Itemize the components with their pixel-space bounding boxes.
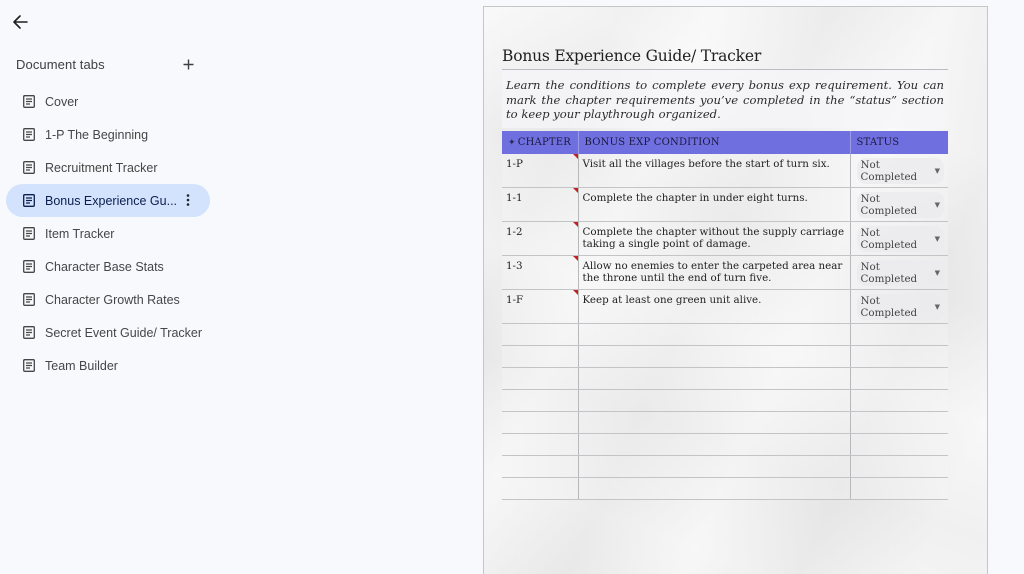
tab-options-button[interactable] (180, 192, 196, 208)
intro-paragraph[interactable]: Learn the conditions to complete every bonus exp requirement. You can mark the chapter requirements you’ve completed in the “status” section to keep your playthrough organized. (502, 70, 948, 128)
header-chapter[interactable]: ✦ CHAPTER (502, 131, 578, 154)
status-cell (850, 188, 948, 222)
document-icon (23, 227, 35, 240)
condition-cell[interactable]: Complete the chapter in under eight turns. (578, 188, 850, 222)
tab-item-bonus-experience-guide[interactable] (6, 184, 210, 217)
tab-label: Character Base Stats (45, 259, 164, 274)
empty-cell[interactable] (850, 434, 948, 456)
tab-label: Bonus Experience Gu... (45, 193, 178, 208)
chapter-cell[interactable]: 1-P (502, 154, 578, 188)
empty-cell[interactable] (850, 390, 948, 412)
table-row (502, 154, 948, 188)
tab-item-character-growth-rates[interactable] (6, 283, 210, 316)
tab-list (6, 85, 210, 382)
empty-table-row (502, 456, 948, 478)
document-icon (23, 293, 35, 306)
header-status[interactable]: STATUS (850, 131, 948, 154)
dropdown-caret-icon: ▼ (934, 269, 940, 277)
dropdown-caret-icon: ▼ (934, 201, 940, 209)
status-cell (850, 290, 948, 324)
document-icon (23, 194, 35, 207)
status-dropdown[interactable]: Not Completed ▼ (857, 192, 945, 218)
tab-label: Item Tracker (45, 226, 115, 241)
empty-table-row (502, 368, 948, 390)
comment-marker-icon[interactable] (573, 290, 578, 295)
empty-cell[interactable] (502, 368, 578, 390)
condition-cell[interactable]: Complete the chapter without the supply carriage taking a single point of damage. (578, 222, 850, 256)
add-tab-button[interactable] (180, 56, 196, 72)
document-title[interactable]: Bonus Experience Guide/ Tracker (502, 47, 762, 65)
document-icon (23, 161, 35, 174)
tab-label: Secret Event Guide/ Tracker (45, 325, 203, 340)
header-condition[interactable]: BONUS EXP CONDITION (578, 131, 850, 154)
empty-cell[interactable] (850, 478, 948, 500)
table-row (502, 222, 948, 256)
document-icon (23, 359, 35, 372)
empty-cell[interactable] (850, 456, 948, 478)
tab-item-team-builder[interactable] (6, 349, 210, 382)
comment-marker-icon[interactable] (573, 222, 578, 227)
tab-item-cover[interactable] (6, 85, 210, 118)
empty-cell[interactable] (850, 412, 948, 434)
document-icon (23, 260, 35, 273)
document-tabs-header (16, 56, 196, 72)
document-page[interactable] (483, 6, 988, 574)
chapter-cell[interactable]: 1-F (502, 290, 578, 324)
more-vert-icon (186, 194, 190, 206)
comment-marker-icon[interactable] (573, 256, 578, 261)
document-icon (23, 326, 35, 339)
empty-cell[interactable] (502, 456, 578, 478)
table-row (502, 188, 948, 222)
dropdown-caret-icon: ▼ (934, 235, 940, 243)
empty-cell[interactable] (578, 434, 850, 456)
empty-table-row (502, 434, 948, 456)
status-cell (850, 154, 948, 188)
chapter-cell[interactable]: 1-2 (502, 222, 578, 256)
tab-item-secret-event-guide[interactable] (6, 316, 210, 349)
tab-label: 1-P The Beginning (45, 127, 149, 142)
document-outline-sidebar (0, 0, 220, 574)
empty-cell[interactable] (502, 390, 578, 412)
table-row (502, 256, 948, 290)
empty-cell[interactable] (850, 346, 948, 368)
empty-table-row (502, 412, 948, 434)
empty-cell[interactable] (578, 390, 850, 412)
status-dropdown[interactable]: Not Completed ▼ (857, 226, 945, 252)
empty-table-row (502, 346, 948, 368)
status-dropdown[interactable]: Not Completed ▼ (857, 294, 945, 320)
document-icon (23, 128, 35, 141)
smart-chip-icon: ✦ (508, 138, 516, 148)
empty-cell[interactable] (502, 434, 578, 456)
empty-cell[interactable] (578, 368, 850, 390)
tab-label: Character Growth Rates (45, 292, 180, 307)
table-row (502, 290, 948, 324)
empty-table-row (502, 324, 948, 346)
chapter-cell[interactable]: 1-1 (502, 188, 578, 222)
status-dropdown[interactable]: Not Completed ▼ (857, 260, 945, 286)
dropdown-caret-icon: ▼ (934, 167, 940, 175)
condition-cell[interactable]: Visit all the villages before the start of turn six. (578, 154, 850, 188)
status-cell (850, 222, 948, 256)
empty-cell[interactable] (578, 478, 850, 500)
table-header-row (502, 131, 948, 154)
empty-cell[interactable] (850, 368, 948, 390)
bonus-exp-table[interactable] (502, 131, 948, 500)
comment-marker-icon[interactable] (573, 188, 578, 193)
document-icon (23, 95, 35, 108)
empty-cell[interactable] (578, 324, 850, 346)
tab-label: Recruitment Tracker (45, 160, 158, 175)
dropdown-caret-icon: ▼ (934, 303, 940, 311)
empty-cell[interactable] (502, 412, 578, 434)
condition-cell[interactable]: Allow no enemies to enter the carpeted area near the throne until the end of turn five. (578, 256, 850, 290)
chapter-cell[interactable]: 1-3 (502, 256, 578, 290)
tab-label: Cover (45, 94, 79, 109)
empty-table-row (502, 478, 948, 500)
empty-cell[interactable] (850, 324, 948, 346)
empty-cell[interactable] (578, 346, 850, 368)
empty-cell[interactable] (578, 456, 850, 478)
tab-item-character-base-stats[interactable] (6, 250, 210, 283)
condition-cell[interactable]: Keep at least one green unit alive. (578, 290, 850, 324)
arrow-left-icon (12, 14, 28, 30)
empty-cell[interactable] (502, 346, 578, 368)
tab-item-item-tracker[interactable] (6, 217, 210, 250)
tab-label: Team Builder (45, 358, 118, 373)
tab-item-1p-the-beginning[interactable] (6, 118, 210, 151)
empty-cell[interactable] (578, 412, 850, 434)
empty-cell[interactable] (502, 324, 578, 346)
tab-item-recruitment-tracker[interactable] (6, 151, 210, 184)
empty-cell[interactable] (502, 478, 578, 500)
status-cell (850, 256, 948, 290)
comment-marker-icon[interactable] (573, 154, 578, 159)
status-dropdown[interactable]: Not Completed ▼ (857, 158, 945, 184)
plus-icon (183, 59, 194, 70)
empty-table-row (502, 390, 948, 412)
back-button[interactable] (8, 10, 32, 34)
document-tabs-title: Document tabs (16, 56, 105, 72)
